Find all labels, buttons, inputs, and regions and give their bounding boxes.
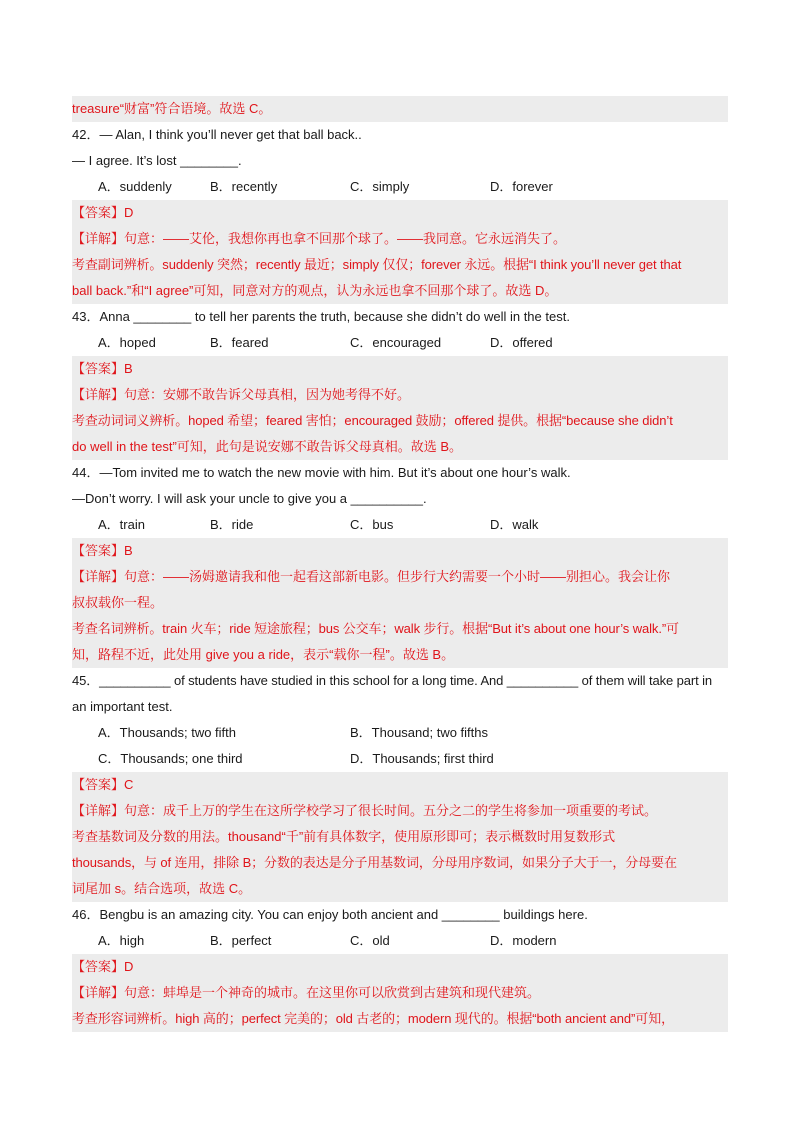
explanation-line: 【详解】句意：成千上万的学生在这所学校学习了很长时间。五分之二的学生将参加一项重要的考试。 <box>72 803 658 818</box>
question-text: 45．__________ of students have studied in this school for a long time. And __________ of them will take part in <box>72 673 713 688</box>
option-d: D．forever <box>490 179 553 194</box>
answer-label: 【答案】B <box>72 543 133 558</box>
question-text: —Don’t worry. I will ask your uncle to give you a __________. <box>72 491 427 506</box>
question-43 <box>72 304 728 460</box>
explanation-line: 知，路程不近，此处用 give you a ride，表示“载你一程”。故选 B。 <box>72 647 455 662</box>
question-text: 42．— Alan, I think you’ll never get that ball back.. <box>72 127 362 142</box>
options-row <box>72 746 728 772</box>
option-a: A．high <box>98 933 145 948</box>
answer-block <box>72 772 728 902</box>
option-a: A．Thousands; two fifth <box>98 725 237 740</box>
explanation-line: 叔叔载你一程。 <box>72 595 164 610</box>
option-a: A．train <box>98 517 145 532</box>
option-c: C．old <box>350 933 390 948</box>
option-b: B．perfect <box>210 933 272 948</box>
explanation-line: 考查动词词义辨析。hoped 希望；feared 害怕；encouraged 鼓励；offered 提供。根据“because she didn’t <box>72 413 673 428</box>
options-row <box>72 928 728 954</box>
option-b: B．ride <box>210 517 254 532</box>
question-45 <box>72 668 728 902</box>
answer-block <box>72 538 728 668</box>
option-b: B．Thousand; two fifths <box>350 725 489 740</box>
answer-label: 【答案】B <box>72 361 133 376</box>
question-text: — I agree. It’s lost ________. <box>72 153 242 168</box>
options-row <box>72 174 728 200</box>
option-d: D．modern <box>490 933 557 948</box>
options-row <box>72 720 728 746</box>
explanation-line: 【详解】句意：安娜不敢告诉父母真相，因为她考得不好。 <box>72 387 411 402</box>
option-a: A．suddenly <box>98 179 172 194</box>
options-row <box>72 512 728 538</box>
answer-block <box>72 356 728 460</box>
question-text: 43．Anna ________ to tell her parents the truth, because she didn’t do well in the test. <box>72 309 570 324</box>
answer-label: 【答案】C <box>72 777 134 792</box>
question-text: 46．Bengbu is an amazing city. You can enjoy both ancient and ________ buildings here. <box>72 907 588 922</box>
answer-label: 【答案】D <box>72 205 134 220</box>
options-row <box>72 330 728 356</box>
option-c: C．Thousands; one third <box>98 751 243 766</box>
option-d: D．offered <box>490 335 553 350</box>
option-c: C．encouraged <box>350 335 442 350</box>
option-a: A．hoped <box>98 335 156 350</box>
option-b: B．recently <box>210 179 278 194</box>
answer-block <box>72 954 728 1032</box>
explanation-line: 【详解】句意：——艾伦，我想你再也拿不回那个球了。——我同意。它永远消失了。 <box>72 231 567 246</box>
explanation-line: 【详解】句意：蚌埠是一个神奇的城市。在这里你可以欣赏到古建筑和现代建筑。 <box>72 985 541 1000</box>
question-text: 44．—Tom invited me to watch the new movie with him. But it’s about one hour’s walk. <box>72 465 571 480</box>
explanation-line: 考查基数词及分数的用法。thousand“千”前有具体数字，使用原形即可；表示概数时用复数形式 <box>72 829 616 844</box>
explanation-line: 考查名词辨析。train 火车；ride 短途旅程；bus 公交车；walk 步行。根据“But it’s about one hour’s walk.”可 <box>72 621 679 636</box>
explanation-line: treasure“财富”符合语境。故选 C。 <box>72 101 272 116</box>
answer-block <box>72 200 728 304</box>
answer-label: 【答案】D <box>72 959 134 974</box>
option-c: C．bus <box>350 517 394 532</box>
option-d: D．walk <box>490 517 539 532</box>
option-b: B．feared <box>210 335 269 350</box>
explanation-line: 词尾加 s。结合选项，故选 C。 <box>72 881 252 896</box>
explanation-line: 考查副词辨析。suddenly 突然；recently 最近；simply 仅仅；forever 永远。根据“I think you’ll never get that <box>72 257 682 272</box>
document-body <box>72 96 728 1032</box>
question-46 <box>72 902 728 1032</box>
question-44 <box>72 460 728 668</box>
explanation-line: do well in the test”可知，此句是说安娜不敢告诉父母真相。故选 B。 <box>72 439 463 454</box>
explanation-line: thousands，与 of 连用，排除 B；分数的表达是分子用基数词，分母用序数词，如果分子大于一，分母要在 <box>72 855 677 870</box>
option-c: C．simply <box>350 179 410 194</box>
explanation-continuation <box>72 96 728 122</box>
explanation-line: 考查形容词辨析。high 高的；perfect 完美的；old 古老的；modern 现代的。根据“both ancient and”可知， <box>72 1011 674 1026</box>
option-d: D．Thousands; first third <box>350 751 494 766</box>
explanation-line: ball back.”和“I agree”可知，同意对方的观点，认为永远也拿不回那个球了。故选 D。 <box>72 283 558 298</box>
question-text: an important test. <box>72 699 173 714</box>
question-42 <box>72 122 728 304</box>
explanation-line: 【详解】句意：——汤姆邀请我和他一起看这部新电影。但步行大约需要一个小时——别担心。我会让你 <box>72 569 671 584</box>
